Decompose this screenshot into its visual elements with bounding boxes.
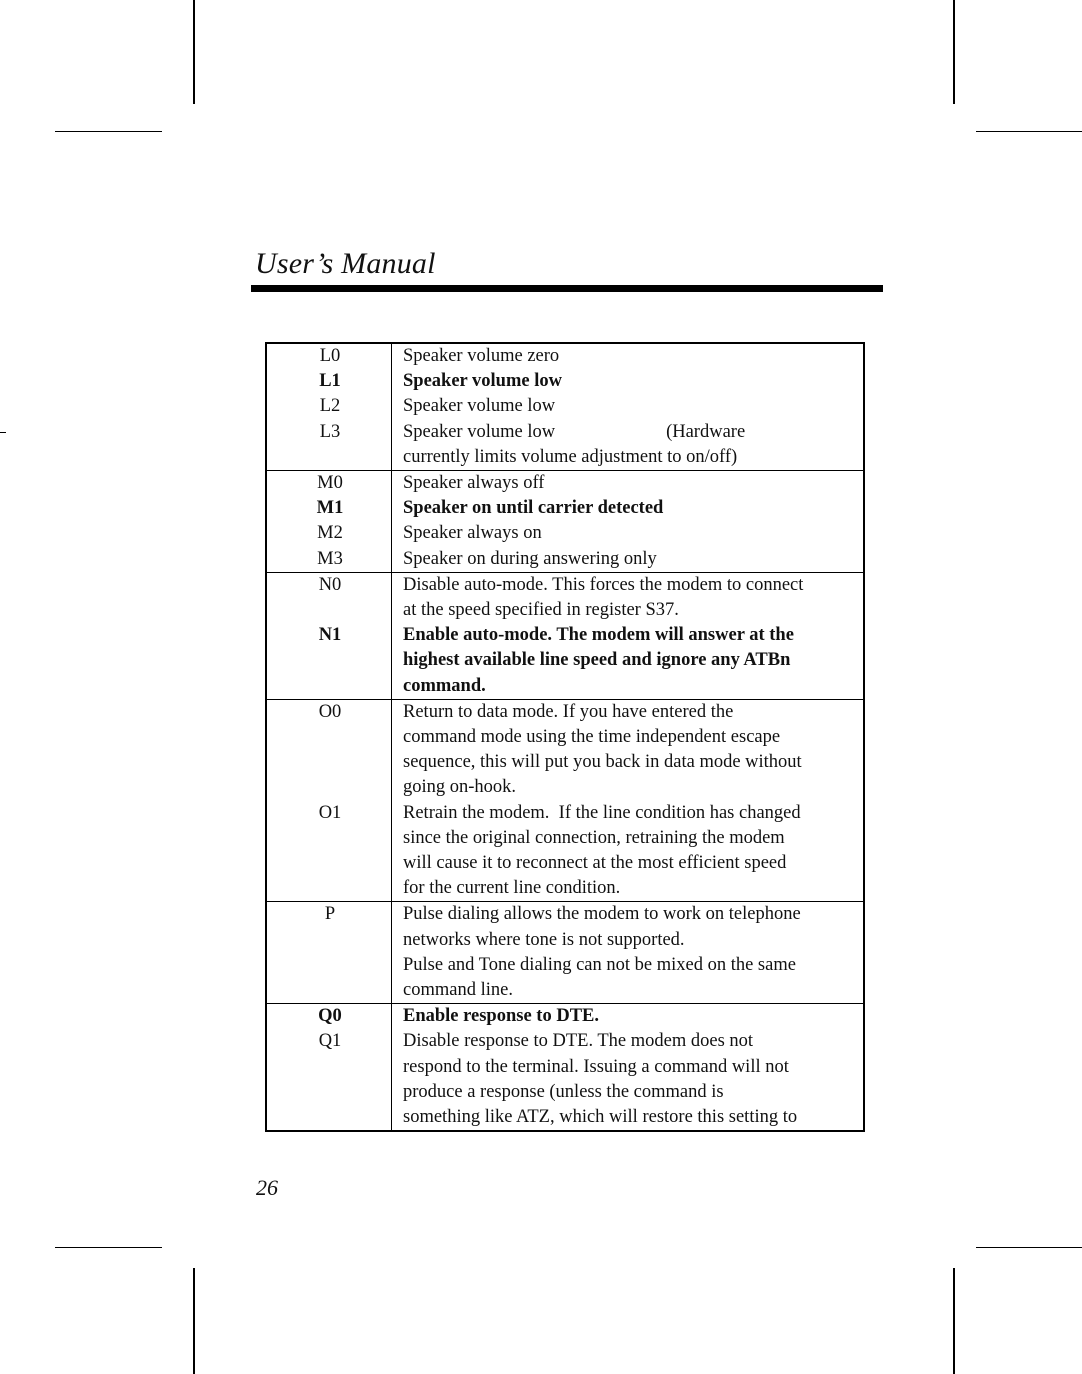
description-line: Disable response to DTE. The modem does not bbox=[403, 1031, 754, 1052]
command-group-row bbox=[266, 572, 864, 699]
description-line: currently limits volume adjustment to on/off) bbox=[403, 446, 738, 467]
description-line: will cause it to reconnect at the most efficient speed bbox=[403, 853, 787, 874]
command-group-row bbox=[266, 902, 864, 1004]
description-line: at the speed specified in register S37. bbox=[403, 600, 679, 621]
command-code: Q0 bbox=[318, 1006, 342, 1027]
description-cell bbox=[392, 471, 865, 573]
description-cell bbox=[392, 1004, 865, 1132]
description-line: produce a response (unless the command is bbox=[403, 1081, 724, 1102]
crop-mark-left-tick bbox=[0, 432, 6, 433]
crop-mark-bottom-left-horizontal bbox=[55, 1247, 162, 1248]
description-line: Speaker volume low bbox=[403, 396, 556, 417]
command-code: Q1 bbox=[318, 1031, 342, 1052]
command-code: N1 bbox=[318, 625, 342, 646]
command-code: M1 bbox=[316, 498, 344, 519]
crop-mark-top-right-horizontal bbox=[976, 131, 1082, 132]
command-code: M0 bbox=[317, 473, 343, 494]
command-cell bbox=[266, 699, 392, 902]
description-line: Retrain the modem. If the line condition has changed bbox=[403, 802, 801, 823]
description-cell bbox=[392, 343, 865, 471]
description-line: command mode using the time independent escape bbox=[403, 727, 781, 748]
command-code: L2 bbox=[319, 396, 341, 417]
crop-mark-top-left-horizontal bbox=[55, 131, 162, 132]
command-code: L1 bbox=[319, 371, 341, 392]
crop-mark-bottom-left-vertical bbox=[193, 1268, 195, 1374]
command-table-body bbox=[266, 343, 864, 1131]
description-line: something like ATZ, which will restore this setting to bbox=[403, 1107, 798, 1128]
description-line: Speaker on until carrier detected bbox=[403, 498, 664, 519]
command-code: O1 bbox=[318, 802, 342, 823]
command-code: M2 bbox=[317, 523, 343, 544]
command-group-row bbox=[266, 699, 864, 902]
description-line: command. bbox=[403, 675, 486, 696]
command-cell bbox=[266, 902, 392, 1004]
command-spacer bbox=[269, 750, 391, 775]
description-line: Disable auto-mode. This forces the modem to connect bbox=[403, 574, 804, 595]
crop-mark-bottom-right-horizontal bbox=[976, 1247, 1082, 1248]
description-line: for the current line condition. bbox=[403, 878, 621, 899]
command-spacer bbox=[269, 725, 391, 750]
description-line: networks where tone is not supported. bbox=[403, 929, 685, 950]
command-code: O0 bbox=[318, 701, 342, 722]
description-line: since the original connection, retraining the modem bbox=[403, 827, 785, 848]
description-line: highest available line speed and ignore any ATBn bbox=[403, 650, 791, 671]
command-cell bbox=[266, 343, 392, 471]
command-cell bbox=[266, 471, 392, 573]
command-code: L3 bbox=[319, 421, 341, 442]
header-rule bbox=[251, 285, 883, 292]
description-line: Speaker volume low bbox=[403, 371, 562, 392]
page-number: 26 bbox=[256, 1175, 278, 1200]
command-cell bbox=[266, 1004, 392, 1132]
command-code: L0 bbox=[319, 346, 341, 366]
command-group-row bbox=[266, 471, 864, 573]
description-line: Speaker volume zero bbox=[403, 346, 560, 366]
description-cell bbox=[392, 572, 865, 699]
crop-mark-top-left-vertical bbox=[193, 0, 195, 104]
description-line: Speaker on during answering only bbox=[403, 548, 657, 569]
description-line: going on-hook. bbox=[403, 777, 517, 798]
page-header-title: User’s Manual bbox=[255, 247, 436, 280]
crop-mark-top-right-vertical bbox=[953, 0, 955, 104]
command-group-row bbox=[266, 343, 864, 471]
description-line: Pulse dialing allows the modem to work on telephone bbox=[403, 904, 801, 925]
description-line: Pulse and Tone dialing can not be mixed on the same bbox=[403, 954, 796, 975]
crop-mark-bottom-right-vertical bbox=[953, 1268, 955, 1374]
description-cell bbox=[392, 699, 865, 902]
command-spacer bbox=[269, 598, 391, 623]
command-cell bbox=[266, 572, 392, 699]
description-line: respond to the terminal. Issuing a command will not bbox=[403, 1056, 789, 1077]
description-line: Enable response to DTE. bbox=[403, 1006, 599, 1027]
description-line: Speaker volume low (Hardware bbox=[403, 421, 746, 442]
description-cell bbox=[392, 902, 865, 1004]
command-code: M3 bbox=[317, 548, 343, 569]
command-code: N0 bbox=[318, 574, 342, 595]
description-line: Speaker always on bbox=[403, 523, 542, 544]
description-line: command line. bbox=[403, 980, 513, 1001]
command-table bbox=[265, 342, 865, 1132]
command-group-row bbox=[266, 1004, 864, 1132]
description-line: Speaker always off bbox=[403, 473, 545, 494]
description-line: sequence, this will put you back in data mode without bbox=[403, 752, 802, 773]
description-line: Enable auto-mode. The modem will answer at the bbox=[403, 625, 794, 646]
command-spacer bbox=[269, 775, 391, 800]
command-code: P bbox=[324, 904, 336, 925]
description-line: Return to data mode. If you have entered the bbox=[403, 701, 734, 722]
